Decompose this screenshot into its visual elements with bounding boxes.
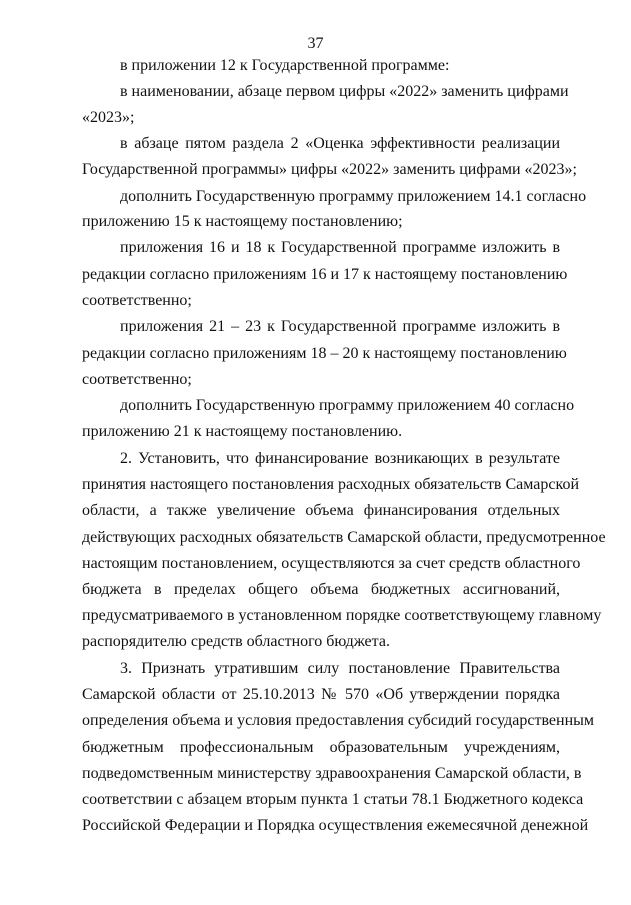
text-line: приложения 21 – 23 к Государственной программе изложить в (120, 318, 560, 335)
text-line: 2. Установить, что финансирование возникающих в результате (120, 450, 560, 467)
text-line: Государственной программы» цифры «2022» заменить цифрами «2023»; (82, 161, 577, 178)
text-line: настоящим постановлением, осуществляются за счет средств областного (82, 555, 581, 572)
text-line: подведомственным министерству здравоохранения Самарской области, в (82, 765, 582, 782)
text-line: действующих расходных обязательств Самарской области, предусмотренное (82, 529, 606, 546)
text-line: приложения 16 и 18 к Государственной программе изложить в (120, 239, 560, 256)
text-line: бюджета в пределах общего объема бюджетных ассигнований, (82, 581, 560, 598)
text-line: Самарской области от 25.10.2013 № 570 «Об утверждении порядка (82, 686, 560, 703)
text-line: области, а также увеличение объема финансирования отдельных (82, 502, 560, 519)
text-line: бюджетным профессиональным образовательным учреждениям, (82, 739, 560, 756)
text-line: редакции согласно приложениям 16 и 17 к настоящему постановлению (82, 266, 568, 283)
text-line: редакции согласно приложениям 18 – 20 к настоящему постановлению (82, 345, 567, 362)
text-line: соответствии с абзацем вторым пункта 1 статьи 78.1 Бюджетного кодекса (82, 791, 584, 808)
text-line: «2023»; (82, 109, 135, 126)
text-line: определения объема и условия предоставления субсидий государственным (82, 712, 595, 729)
text-line: дополнить Государственную программу приложением 40 согласно (120, 397, 575, 414)
text-line: соответственно; (82, 292, 192, 309)
page-number: 37 (307, 35, 324, 52)
text-line: предусматриваемого в установленном порядке соответствующему главному (82, 607, 602, 624)
text-line: в приложении 12 к Государственной программе: (120, 57, 450, 74)
text-line: распорядителю средств областного бюджета. (82, 633, 390, 650)
text-line: 3. Признать утратившим силу постановление Правительства (120, 660, 560, 677)
text-line: соответственно; (82, 371, 192, 388)
text-line: дополнить Государственную программу приложением 14.1 согласно (120, 188, 587, 205)
text-line: приложению 21 к настоящему постановлению. (82, 423, 403, 440)
text-line: приложению 15 к настоящему постановлению; (82, 213, 403, 230)
text-line: Российской Федерации и Порядка осуществления ежемесячной денежной (82, 817, 589, 834)
text-line: в наименовании, абзаце первом цифры «2022» заменить цифрами (120, 83, 569, 100)
text-line: в абзаце пятом раздела 2 «Оценка эффективности реализации (120, 135, 560, 152)
text-line: принятия настоящего постановления расходных обязательств Самарской (82, 476, 579, 493)
